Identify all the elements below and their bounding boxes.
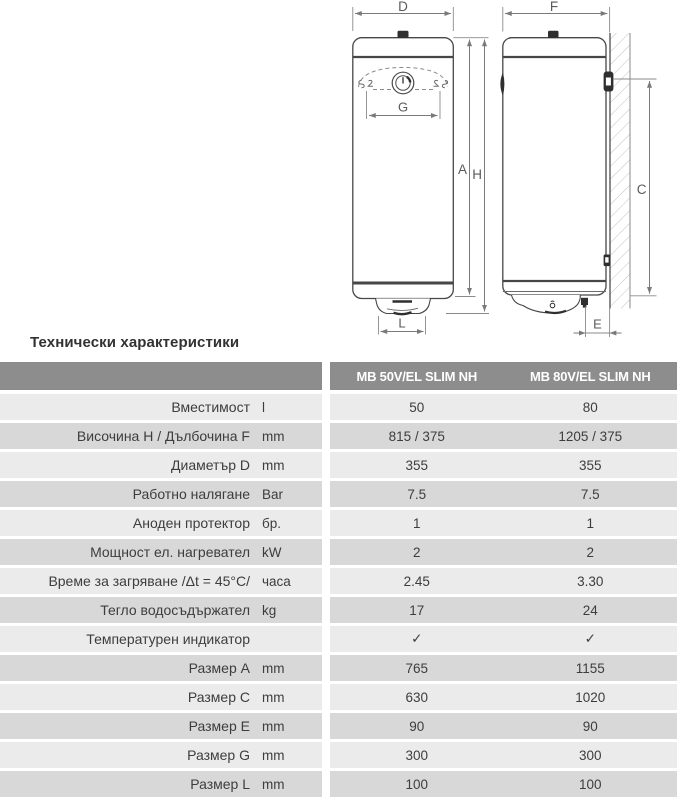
spec-value: 355 [578, 457, 602, 473]
table-row [0, 655, 677, 681]
spec-label: Размер E [188, 718, 250, 734]
spec-unit: Bar [262, 486, 284, 502]
table-row [0, 597, 677, 623]
table-row [0, 568, 677, 594]
table-row [0, 684, 677, 710]
spec-label: Време за загряване /Δt = 45°C/ [48, 573, 250, 589]
spec-value: 100 [405, 776, 429, 792]
spec-value: 24 [582, 602, 598, 618]
spec-value-check: ✓ [584, 631, 596, 646]
spec-value: 17 [409, 602, 425, 618]
dim-label-f: F [549, 0, 559, 14]
spec-label: Тегло водосъдържател [100, 602, 250, 618]
spec-value: 3.30 [577, 573, 604, 589]
heater-body-side [503, 38, 606, 295]
spec-unit: l [262, 399, 265, 415]
dim-label-e: E [593, 316, 602, 332]
spec-value: 100 [578, 776, 602, 792]
spec-value: 1205 / 375 [558, 428, 623, 444]
table-row [0, 394, 677, 420]
spec-value: 355 [405, 457, 429, 473]
spec-label: Мощност ел. нагревател [90, 544, 250, 560]
table-row [0, 452, 677, 478]
spec-unit: kW [262, 544, 282, 560]
spec-value: 2.45 [403, 573, 430, 589]
spec-value: 7.5 [407, 486, 427, 502]
drain-valve-icon [581, 298, 588, 305]
page-title: Технически характеристики [30, 334, 240, 351]
spec-value: 1 [412, 515, 421, 531]
side-view-drawing [500, 0, 656, 337]
bottom-cap-front [376, 299, 431, 315]
spec-label: Размер C [187, 689, 250, 705]
top-fitting [398, 31, 409, 38]
spec-label: Работно налягане [132, 486, 250, 502]
spec-label: Вместимост [171, 399, 250, 415]
spec-value-check: ✓ [411, 631, 423, 646]
spec-value: 2 [586, 544, 594, 560]
spec-value: 50 [409, 399, 425, 415]
dim-label-h: H [472, 167, 482, 182]
spec-unit: mm [262, 718, 285, 734]
spec-label: Размер G [187, 747, 250, 763]
column-gap [322, 362, 330, 390]
wall-bracket-bottom-icon [604, 255, 611, 267]
dim-label-l: L [398, 315, 406, 331]
dim-label-g: G [397, 99, 409, 115]
spec-value: 1020 [575, 689, 606, 705]
table-header-row [0, 362, 677, 390]
header-empty-cell [0, 362, 322, 390]
spec-label: Размер A [188, 660, 250, 676]
front-view-drawing [353, 0, 489, 335]
spec-value: 300 [405, 747, 429, 763]
product-dimension-diagram [0, 0, 677, 340]
column-header-model-2: MB 80V/EL SLIM NH [529, 368, 651, 384]
table-row [0, 481, 677, 507]
spec-value: 90 [409, 718, 425, 734]
spec-label: Височина H / Дълбочина F [76, 428, 250, 444]
spec-value: 90 [582, 718, 598, 734]
spec-value: 300 [578, 747, 602, 763]
table-row [0, 510, 677, 536]
spec-value: 80 [582, 399, 598, 415]
spec-table [0, 362, 677, 798]
table-row [0, 742, 677, 768]
bottom-cap-side [512, 295, 589, 313]
wall-bracket-top-icon [604, 72, 614, 92]
top-fitting-side [548, 31, 559, 38]
table-row [0, 713, 677, 739]
table-row [0, 539, 677, 565]
spec-unit: mm [262, 747, 285, 763]
spec-value: 2 [412, 544, 421, 560]
spec-label: Диаметър D [171, 457, 250, 473]
table-row [0, 771, 677, 797]
spec-label: Температурен индикатор [86, 631, 250, 647]
spec-value: 1155 [575, 660, 605, 676]
dim-label-d: D [398, 0, 408, 14]
dim-label-a: A [457, 162, 467, 177]
table-row [0, 626, 677, 652]
spec-label: Размер L [190, 776, 250, 792]
spec-value: 630 [405, 689, 429, 705]
spec-value: 815 / 375 [388, 428, 445, 444]
spec-label: Аноден протектор [132, 515, 250, 531]
spec-unit: часа [262, 573, 291, 589]
spec-unit: mm [262, 428, 285, 444]
spec-unit: mm [262, 660, 285, 676]
spec-value: 1 [586, 515, 594, 531]
spec-unit: mm [262, 776, 285, 792]
table-row [0, 423, 677, 449]
spec-unit: бр. [262, 515, 281, 531]
spec-value: 7.5 [580, 486, 600, 502]
spec-value: 765 [405, 660, 429, 676]
spec-unit: mm [262, 457, 285, 473]
spec-unit: mm [262, 689, 285, 705]
spec-unit: kg [262, 602, 277, 618]
dim-label-c: C [636, 182, 647, 197]
column-header-model-1: MB 50V/EL SLIM NH [356, 368, 478, 384]
thermostat-dial-icon [392, 72, 414, 94]
